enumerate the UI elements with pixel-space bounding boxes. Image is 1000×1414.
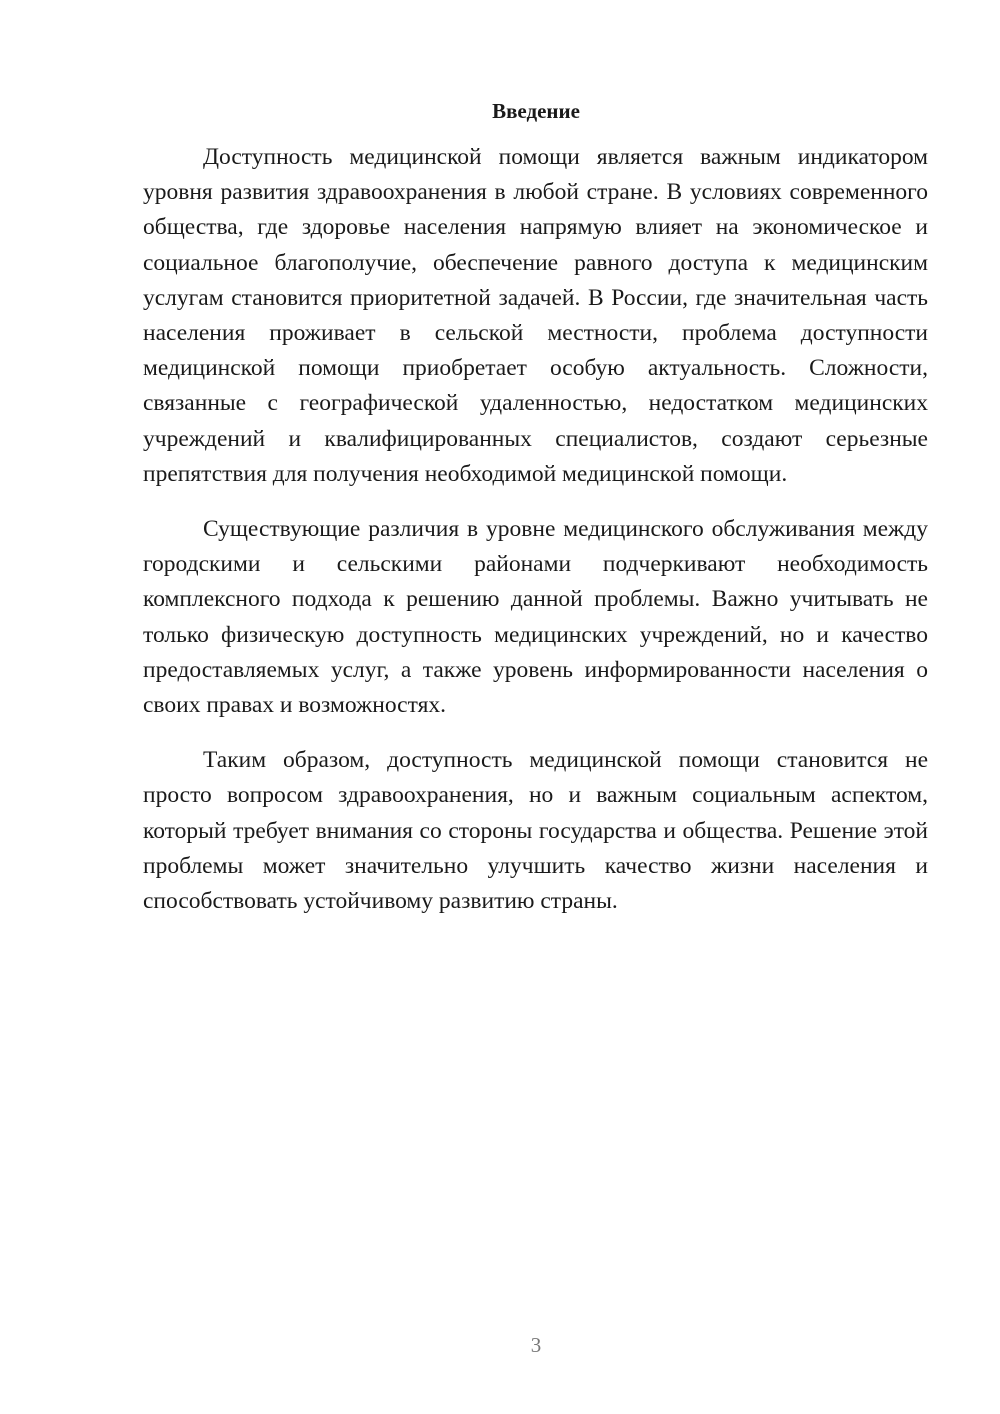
paragraph-1: Доступность медицинской помощи является важным индикатором уровня развития здравоохранения в любой стране. В условиях современного общества, где здоровье населения напрямую влияет на экономическое и социальное благополучие, обеспечение равного доступа к медицинским услугам становится приоритетной задачей. В России, где значительная часть населения проживает в сельской местности, проблема доступности медицинской помощи приобретает особую актуальность. Сложности, связанные с географической удаленностью, недостатком медицинских учреждений и квалифицированных специалистов, создают серьезные препятствия для получения необходимой медицинской помощи.: [143, 144, 928, 487]
page-title: Введение: [492, 99, 580, 123]
body-text: [143, 140, 928, 939]
paragraph-2: Существующие различия в уровне медицинского обслуживания между городскими и сельскими районами подчеркивают необходимость комплексного подхода к решению данной проблемы. Важно учитывать не только физическую доступность медицинских учреждений, но и качество предоставляемых услуг, а также уровень информированности населения о своих правах и возможностях.: [143, 516, 928, 719]
paragraph-3: Таким образом, доступность медицинской помощи становится не просто вопросом здравоохранения, но и важным социальным аспектом, который требует внимания со стороны государства и общества. Решение этой проблемы может значительно улучшить качество жизни населения и способствовать устойчивому развитию страны.: [143, 747, 928, 915]
page-number: 3: [530, 1333, 542, 1357]
